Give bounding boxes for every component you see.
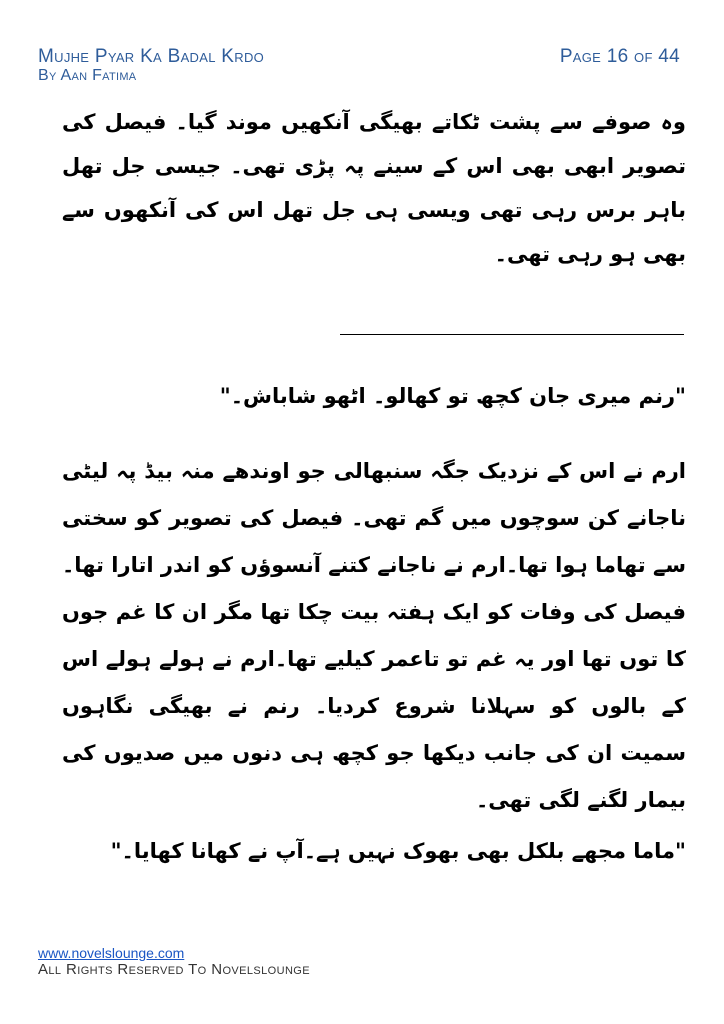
paragraph-3: ارم نے اس کے نزدیک جگہ سنبھالی جو اوندھے منہ بیڈ پہ لیٹی ناجانے کن سوچوں میں گم تھی۔ فیصل کی تصویر کو سختی سے تھاما ہوا تھا۔ارم نے ناجانے کتنے آنسوؤں کو اندر اتارا تھا۔ فیصل کی وفات کو ایک ہفتہ بیت چکا تھا مگر ان کا غم جوں کا توں تھا اور یہ غم تو تاعمر کیلیے تھا۔ارم نے ہولے ہولے اس کے بالوں کو سہلانا شروع کردیا۔ رنم نے بھیگی نگاہوں سمیت ان کی جانب دیکھا جو کچھ ہی دنوں میں صدیوں کی بیمار لگنے لگی تھی۔ xyxy=(62,459,686,812)
paragraph-1: وہ صوفے سے پشت ٹکاتے بھیگی آنکھیں موند گیا۔ فیصل کی تصویر ابھی بھی اس کے سینے پہ پڑی تھی۔ جیسی جل تھل باہر برس رہی تھی ویسی ہی جل تھل اس کی آنکھوں سے بھی ہو رہی تھی۔ xyxy=(62,110,686,266)
author-name: By Aan Fatima xyxy=(38,67,137,84)
copyright-notice: All Rights Reserved To Novelslounge xyxy=(38,961,310,978)
website-link[interactable]: www.novelslounge.com xyxy=(38,945,185,961)
page-number: Page 16 of 44 xyxy=(559,46,680,67)
paragraph-4: "ماما مجھے بلکل بھی بھوک نہیں ہے۔آپ نے کھانا کھایا۔" xyxy=(110,839,686,863)
novel-title: Mujhe Pyar Ka Badal Krdo xyxy=(38,46,265,67)
section-divider xyxy=(340,334,684,335)
paragraph-2: "رنم میری جان کچھ تو کھالو۔ اٹھو شاباش۔" xyxy=(219,384,686,408)
